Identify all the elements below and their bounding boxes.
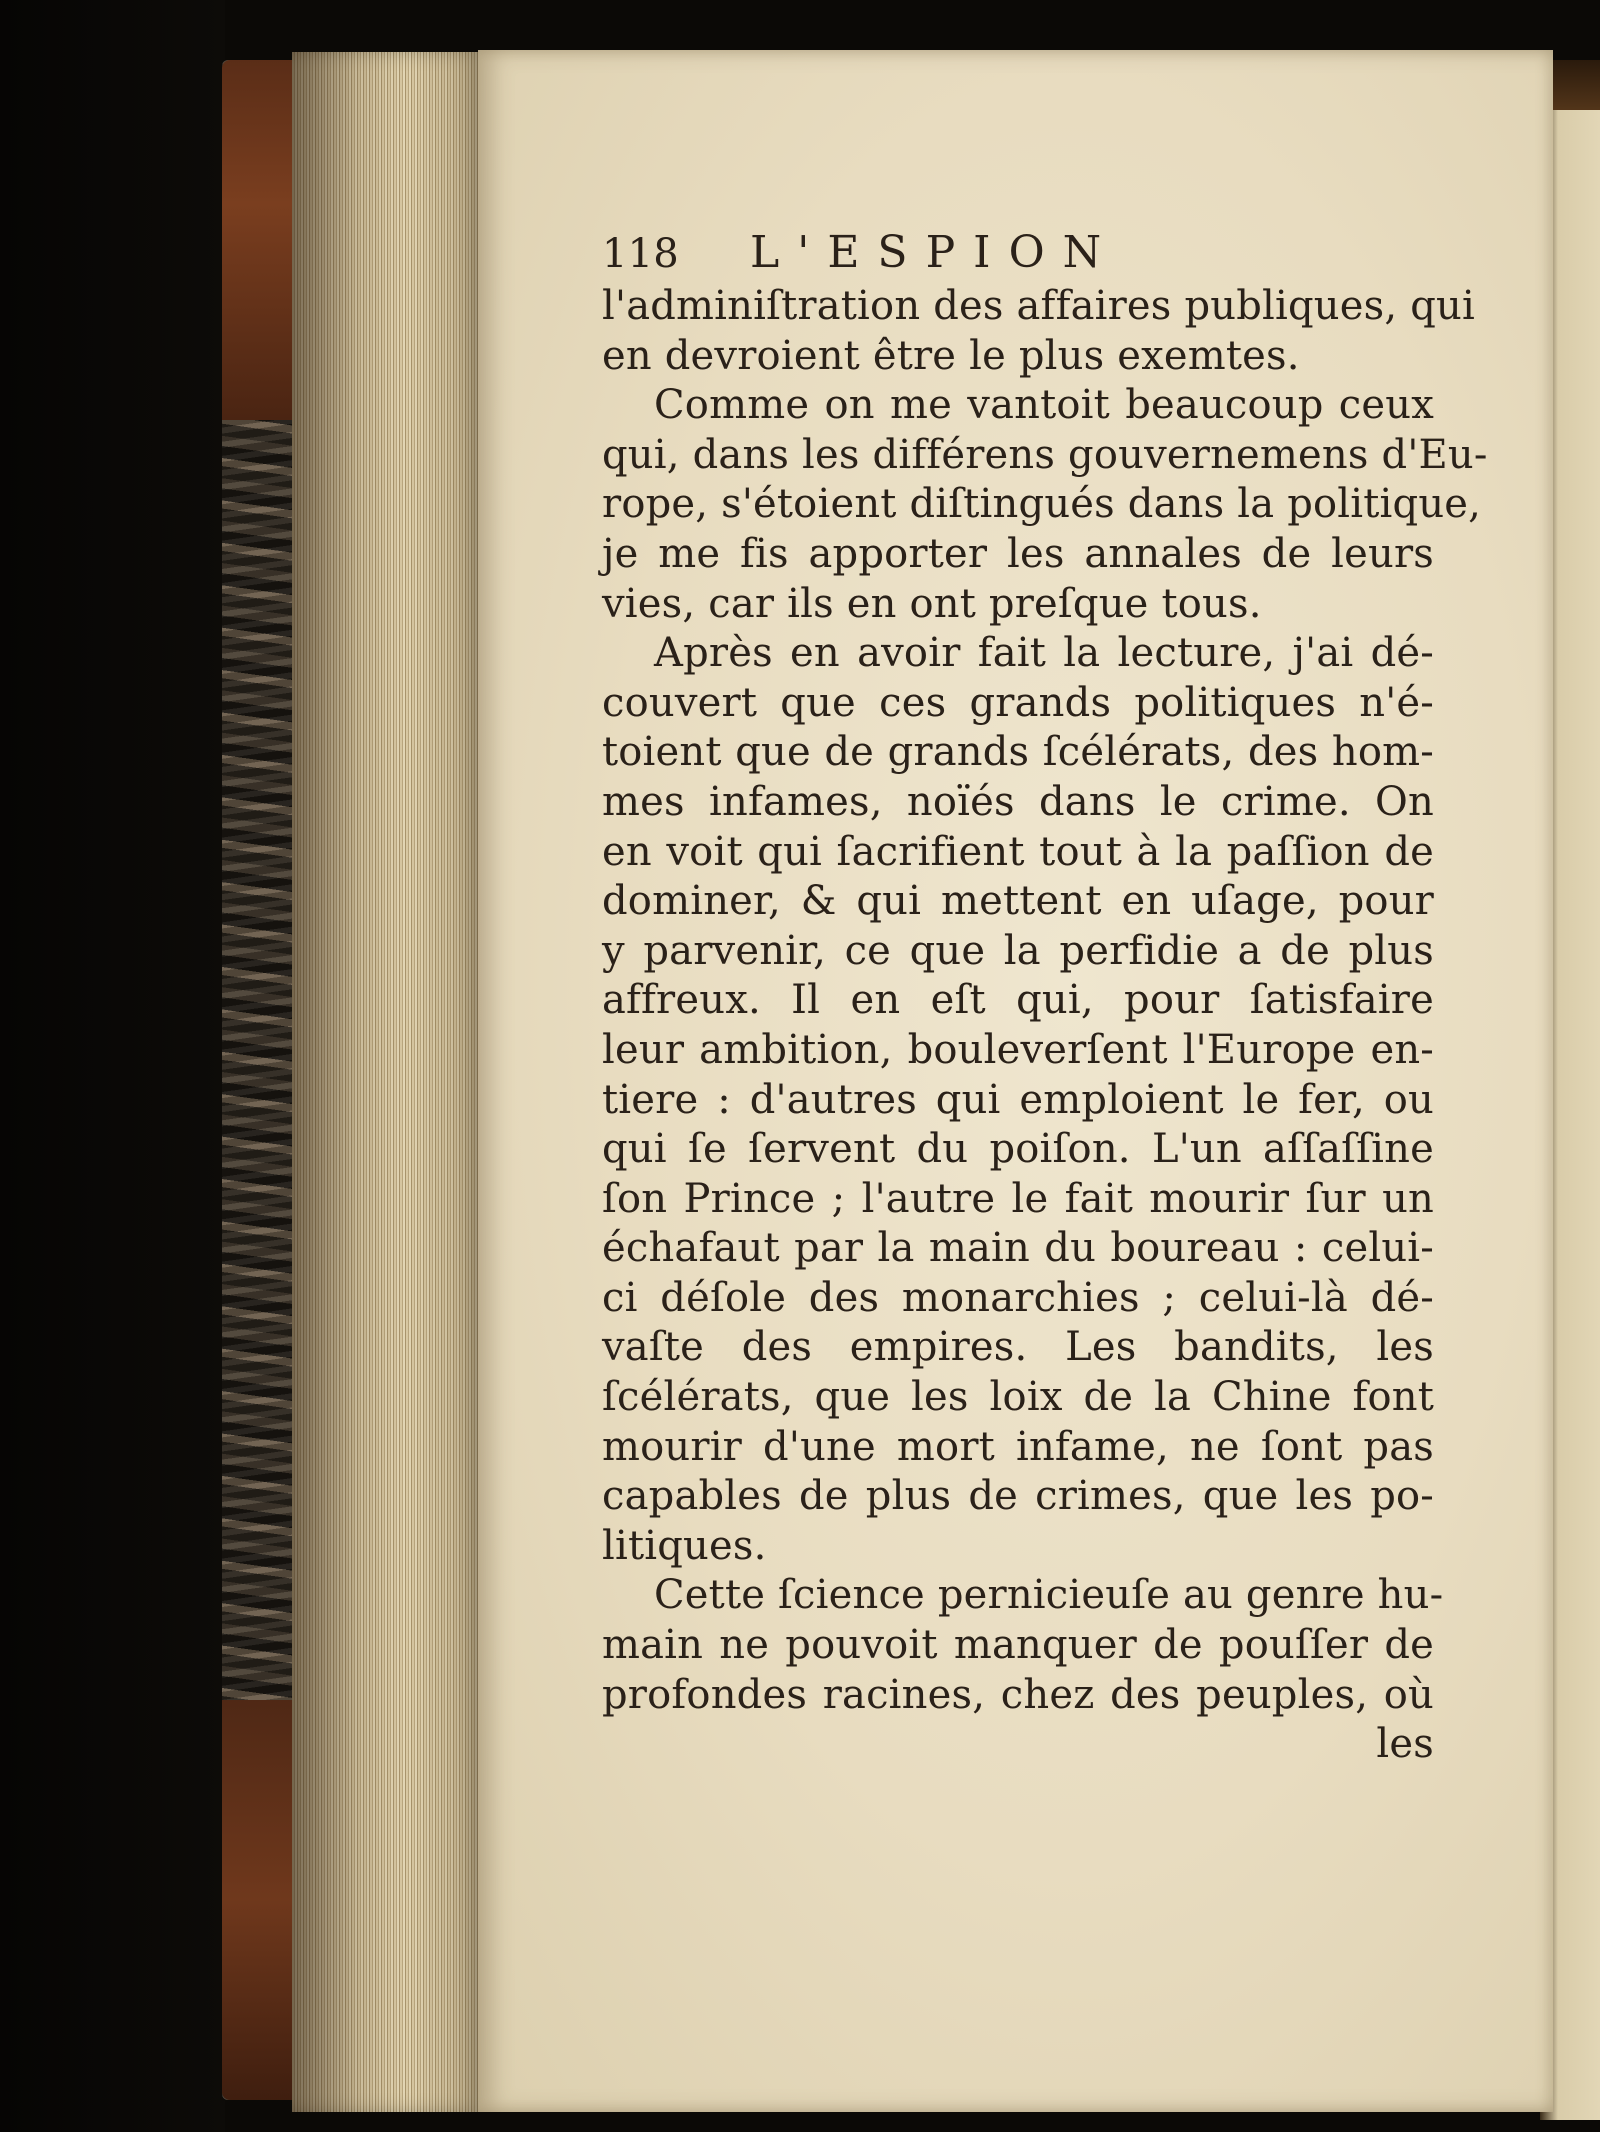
text-line: leur ambition, bouleverſent l'Europe en- [602,1026,1434,1073]
text-line: l'adminiſtration des affaires publiques, qui [602,283,1475,329]
text-line: tiere : d'autres qui emploient le fer, ou [602,1076,1434,1123]
text-line: y parvenir, ce que la perfidie a de plus [602,927,1434,974]
catchword: les [1376,1721,1434,1768]
text-line: qui, dans les différens gouvernemens d'Eu- [602,431,1488,478]
text-line: mes infames, noïés dans le crime. On [602,778,1434,825]
text-line: affreux. Il en eſt qui, pour ſatisfaire [602,977,1434,1024]
text-line: Cette ſcience pernicieuſe au genre hu- [654,1572,1444,1619]
text-line: Comme on me vantoit beaucoup ceux [654,382,1434,429]
text-line: mourir d'une mort infame, ne ſont pas [602,1423,1434,1470]
text-line: vies, car ils en ont preſque tous. [602,580,1262,627]
text-line: dominer, & qui mettent en uſage, pour [602,878,1434,925]
running-head [602,228,1434,282]
text-line: en devroient être le plus exemtes. [602,332,1300,379]
text-line: je me fis apporter les annales de leurs [602,530,1434,577]
text-line: rope, s'étoient diſtingués dans la politique, [602,481,1482,528]
page-edges-shadow [292,52,482,2112]
text-line: qui ſe ſervent du poiſon. L'un aſſaſſine [602,1126,1434,1173]
running-title: L'ESPION [750,227,1120,278]
text-line: ci déſole des monarchies ; celui-là dé- [602,1274,1434,1321]
text-line: ſcélérats, que les loix de la Chine font [602,1374,1434,1421]
text-line: profondes racines, chez des peuples, où [602,1671,1434,1718]
dark-background [0,0,225,2132]
text-line: en voit qui ſacrifient tout à la paſſion de [602,828,1434,875]
page-text [602,227,1488,1770]
text-line: Après en avoir fait la lecture, j'ai dé- [654,630,1434,677]
text-line: toient que de grands ſcélérats, des hom- [602,729,1434,776]
page-number: 118 [602,231,679,277]
text-line: capables de plus de crimes, que les po- [602,1473,1434,1520]
text-line: couvert que ces grands politiques n'é- [602,679,1434,726]
text-line: échafaut par la main du boureau : celui- [602,1225,1434,1272]
text-line: ſon Prince ; l'autre le fait mourir ſur un [602,1175,1434,1222]
text-line: main ne pouvoit manquer de pouſſer de [602,1622,1434,1669]
text-line: litiques. [602,1522,767,1569]
text-line: vaſte des empires. Les bandits, les [602,1324,1434,1371]
